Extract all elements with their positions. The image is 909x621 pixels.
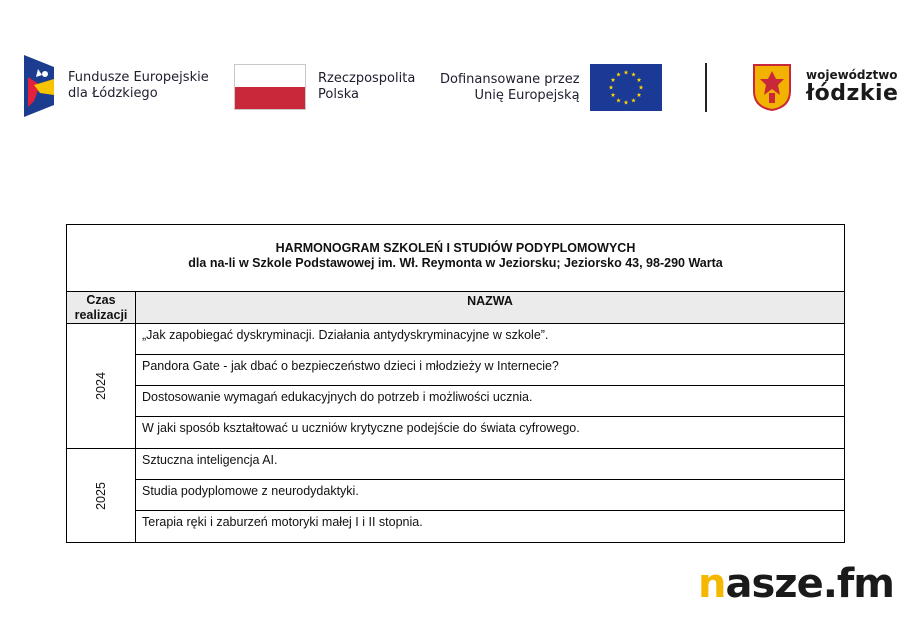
rzeczpospolita-polska-logo <box>234 64 415 110</box>
fe-text-line-1: Fundusze Europejskie <box>68 70 209 85</box>
fe-emblem-icon <box>24 55 60 117</box>
lodzkie-coat-of-arms-icon <box>752 63 792 111</box>
year-cell-2024 <box>67 324 136 449</box>
brand-rest: asze.fm <box>725 561 894 607</box>
column-header-time-line-1: Czas <box>86 293 116 307</box>
schedule-table <box>66 224 845 543</box>
table-row: Terapia ręki i zaburzeń motoryki małej I i II stopnia. <box>142 515 423 529</box>
ue-text-line-2: Unię Europejską <box>474 87 580 103</box>
fundusze-europejskie-logo <box>24 55 209 117</box>
table-row: Sztuczna inteligencja AI. <box>136 449 844 480</box>
table-header <box>67 225 844 292</box>
table-row: Pandora Gate - jak dbać o bezpieczeństwo dzieci i młodzieży w Internecie? <box>136 355 844 386</box>
year-cell-2025 <box>67 449 136 542</box>
year-label: 2024 <box>94 372 108 400</box>
rp-text-line-1: Rzeczpospolita <box>318 71 416 86</box>
logo-divider <box>705 63 707 112</box>
table-row: W jaki sposób kształtować u uczniów krytyczne podejście do świata cyfrowego. <box>136 417 844 449</box>
ue-text-line-1: Dofinansowane przez <box>440 71 580 87</box>
logo-bar <box>0 0 909 130</box>
wojewodztwo-lodzkie-logo <box>752 63 898 111</box>
table-row: „Jak zapobiegać dyskryminacji. Działania antydyskryminacyjne w szkole”. <box>136 324 844 355</box>
fe-text-line-2: dla Łódzkiego <box>68 86 158 101</box>
brand-first-letter: n <box>698 561 726 607</box>
lodzkie-small-text: województwo <box>806 68 898 82</box>
table-row: Studia podyplomowe z neurodydaktyki. <box>136 480 844 511</box>
table-row: Dostosowanie wymagań edukacyjnych do potrzeb i możliwości ucznia. <box>136 386 844 417</box>
polish-flag-icon <box>234 64 306 110</box>
nasze-fm-logo <box>698 560 894 608</box>
rp-text-line-2: Polska <box>318 87 359 102</box>
table-subtitle: dla na-li w Szkole Podstawowej im. Wł. Reymonta w Jeziorsku; Jeziorsko 43, 98-290 Warta <box>188 256 723 270</box>
column-header-name: NAZWA <box>136 292 844 324</box>
eu-flag-icon <box>590 64 662 111</box>
lodzkie-big-text: łódzkie <box>806 81 899 106</box>
table-title: HARMONOGRAM SZKOLEŃ I STUDIÓW PODYPLOMOWYCH <box>275 241 636 255</box>
column-header-time-line-2: realizacji <box>74 308 128 322</box>
column-header-time <box>67 292 136 324</box>
unia-europejska-logo <box>440 64 662 111</box>
year-label: 2025 <box>94 481 108 510</box>
